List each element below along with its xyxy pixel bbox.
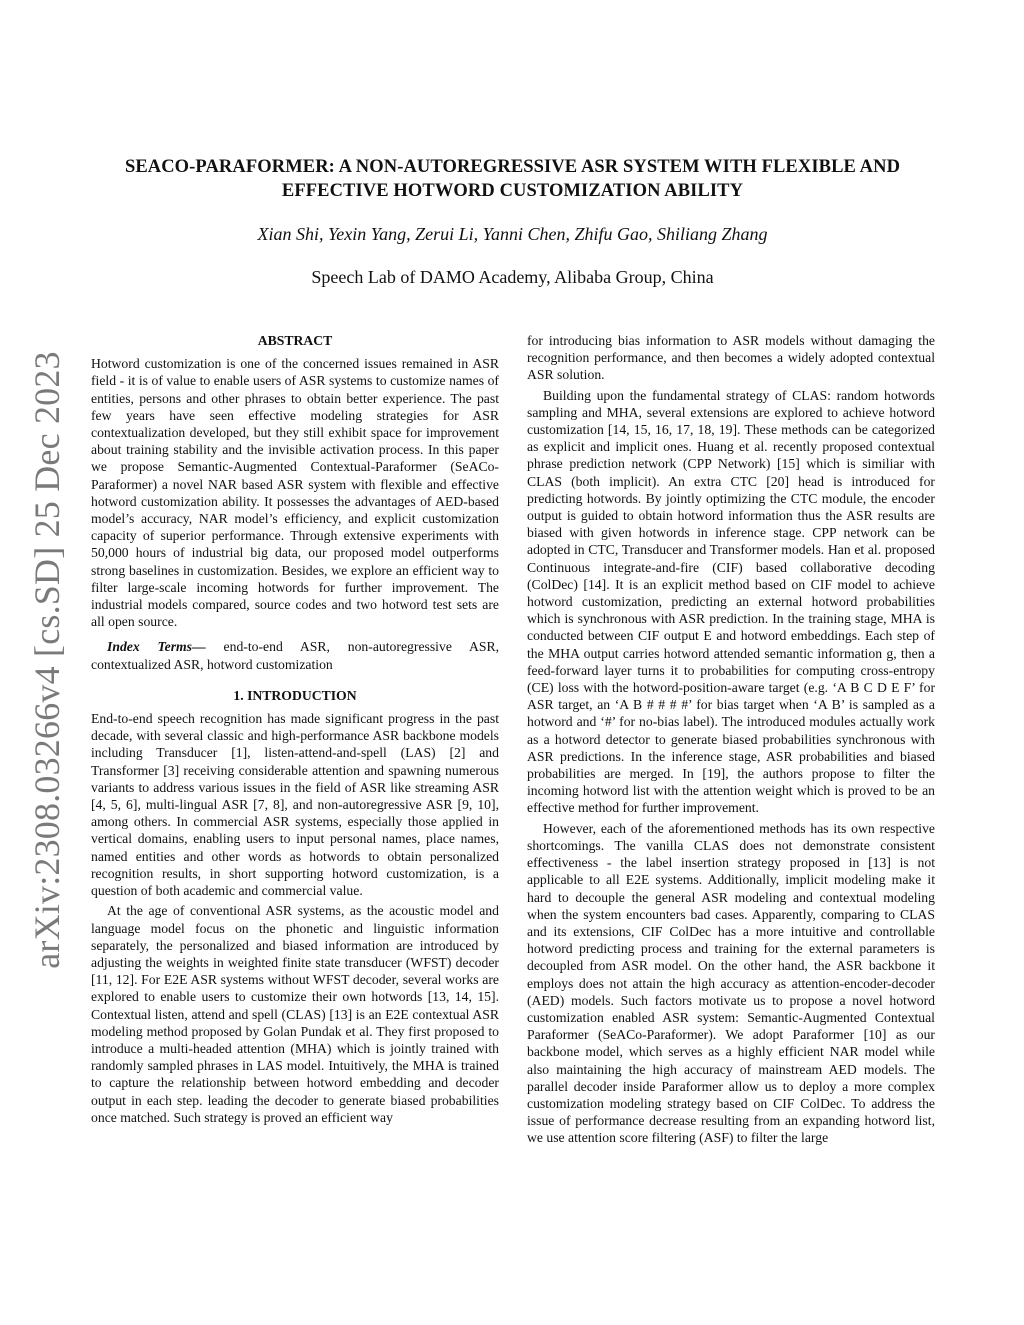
intro-paragraph-2: At the age of conventional ASR systems, as the acoustic model and language model focus on the phonetic and linguistic information separately, the personalized and biased information are introduced by adjusting the weights in weighted finite state transducer (WFST) decoder [11, 12]. For E2E ASR systems without WFST decoder, several works are explored to enable users to customize their own hotwords [13, 14, 15]. Contextual listen, attend and spell (CLAS) [13] is an E2E contextual ASR modeling method proposed by Golan Pundak et al. They first proposed to introduce a multi-headed attention (MHA) which is jointly trained with randomly sampled phrases in LAS model. Intuitively, the MHA is trained to capture the relationship between hotword embedding and decoder output in each step. leading the decoder to generate biased probabilities once matched. Such strategy is proved an efficient way	[91, 903, 499, 1125]
title-line-1: SEACO-PARAFORMER: A NON-AUTOREGRESSIVE ASR SYSTEM WITH FLEXIBLE AND	[124, 157, 901, 177]
authors: Xian Shi, Yexin Yang, Zerui Li, Yanni Chen, Zhifu Gao, Shiliang Zhang	[257, 224, 768, 244]
intro-paragraph-1: End-to-end speech recognition has made significant progress in the past decade, with several classic and high-performance ASR backbone models including Transducer [1], listen-attend-and-spell (LAS) [2] and Transformer [3] receiving considerable attention and spawning numerous variants to address various issues in the field of ASR like streaming ASR [4, 5, 6], multi-lingual ASR [7, 8], and non-autoregressive ASR [9, 10], among others. In commercial ASR systems, especially those applied in vertical domains, enabling users to input personal names, place names, named entities and other words as hotwords to obtain personalized recognition results, in short supporting hotword customization, is a question of both academic and commercial value.	[91, 711, 499, 899]
arxiv-id: arXiv:2308.03266v4 [cs.SD] 25 Dec 2023	[27, 351, 68, 969]
intro-paragraph-2-cont: for introducing bias information to ASR models without damaging the recognition performance, and then becomes a widely adopted contextual ASR solution.	[527, 333, 935, 383]
index-terms-text: end-to-end ASR, non-autoregressive ASR, contextualized ASR, hotword customization	[91, 639, 500, 672]
affiliation: Speech Lab of DAMO Academy, Alibaba Group, China	[311, 267, 714, 287]
paper-title	[90, 155, 935, 203]
left-column	[91, 332, 499, 1126]
index-terms	[91, 638, 499, 672]
index-terms-label: Index Terms—	[107, 639, 206, 655]
right-column	[527, 332, 935, 1147]
abstract-heading: ABSTRACT	[257, 333, 333, 348]
intro-paragraph-4: However, each of the aforementioned methods has its own respective shortcomings. The vanilla CLAS does not demonstrate consistent effectiveness - the label insertion strategy proposed in [13] is not applicable to all E2E systems. Additionally, implicit modeling make it hard to decouple the general ASR modeling and contextual modeling when the system encounters bad cases. Apparently, comparing to CLAS and its extensions, CIF ColDec has a more intuitive and controllable hotword predicting process and training for the external parameters is decoupled from ASR model. On the other hand, the ASR backbone it employs does not attain the high accuracy as attention-encoder-decoder (AED) models. Such factors motivate us to propose a novel hotword customization enabled ASR system: Semantic-Augmented Contextual Paraformer (SeACo-Paraformer). We adopt Paraformer [10] as our backbone model, which serves as a highly efficient NAR model while also maintaining the high accuracy of mainstream AED models. The parallel decoder inside Paraformer allow us to deploy a more complex customization modeling strategy based on CIF ColDec. To address the issue of performance decrease resulting from an expanding hotword list, we use attention score filtering (ASF) to filter the large	[527, 820, 935, 1146]
intro-heading: 1. INTRODUCTION	[233, 687, 357, 703]
intro-paragraph-3: Building upon the fundamental strategy of CLAS: random hotwords sampling and MHA, several extensions are explored to achieve hotword customization [14, 15, 16, 17, 18, 19]. These methods can be categorized as explicit and implicit ones. Huang et al. recently proposed contextual phrase prediction network (CPP Network) [15] which is similiar with CLAS (both implicit). An extra CTC [20] head is introduced for predicting hotwords. By jointly optimizing the CTC module, the encoder output is guided to obtain hotword information thus the ASR results are biased with given hotwords in inference stage. CPP network can be adopted in CTC, Transducer and Transformer models. Han et al. proposed Continuous integrate-and-fire (CIF) based collaborative decoding (ColDec) [14]. It is an explicit method based on CIF model to achieve hotword customization, predicting an external hotword probabilities which is synchronous with ASR prediction. In the training stage, MHA is conducted between CIF output E and hotword embeddings. Each step of the MHA output carries hotword attended semantic information g, then a feed-forward layer turns it to probabilities for computing cross-entropy (CE) loss with the hotword-position-aware target (e.g. ‘A B C D E F’ for ASR target, an ‘A B # # # #’ for bias target when ‘A B’ is sampled as a hotword and ‘#’ for no-bias label). The introduced modules actually work as a hotword detector to generate biased probabilities synchronous with ASR predictions. In the inference stage, ASR probabilities and biased probabilities are merged. In [19], the authors propose to filter the incoming hotword list with the attention weight which is proved to be an effective method for further improvement.	[527, 387, 935, 816]
abstract-text: Hotword customization is one of the concerned issues remained in ASR field - it is of value to enable users of ASR systems to customize names of entities, persons and other phrases to obtain better experience. The past few years have seen effective modeling strategies for ASR contextualization developed, but they still exhibit space for improvement about training stability and the invisible activation process. In this paper we propose Semantic-Augmented Contextual-Paraformer (SeACo-Paraformer) a novel NAR based ASR system with flexible and effective hotword customization ability. It possesses the advantages of AED-based model’s accuracy, NAR model’s efficiency, and explicit customization capacity of superior performance. Through extensive experiments with 50,000 hours of industrial big data, our proposed model outperforms strong baselines in customization. Besides, we explore an efficient way to filter large-scale incoming hotwords for further improvement. The industrial models compared, source codes and two hotword test sets are all open source.	[91, 356, 499, 630]
title-line-2: EFFECTIVE HOTWORD CUSTOMIZATION ABILITY	[281, 181, 744, 201]
arxiv-sidebar-stamp	[24, 350, 70, 970]
